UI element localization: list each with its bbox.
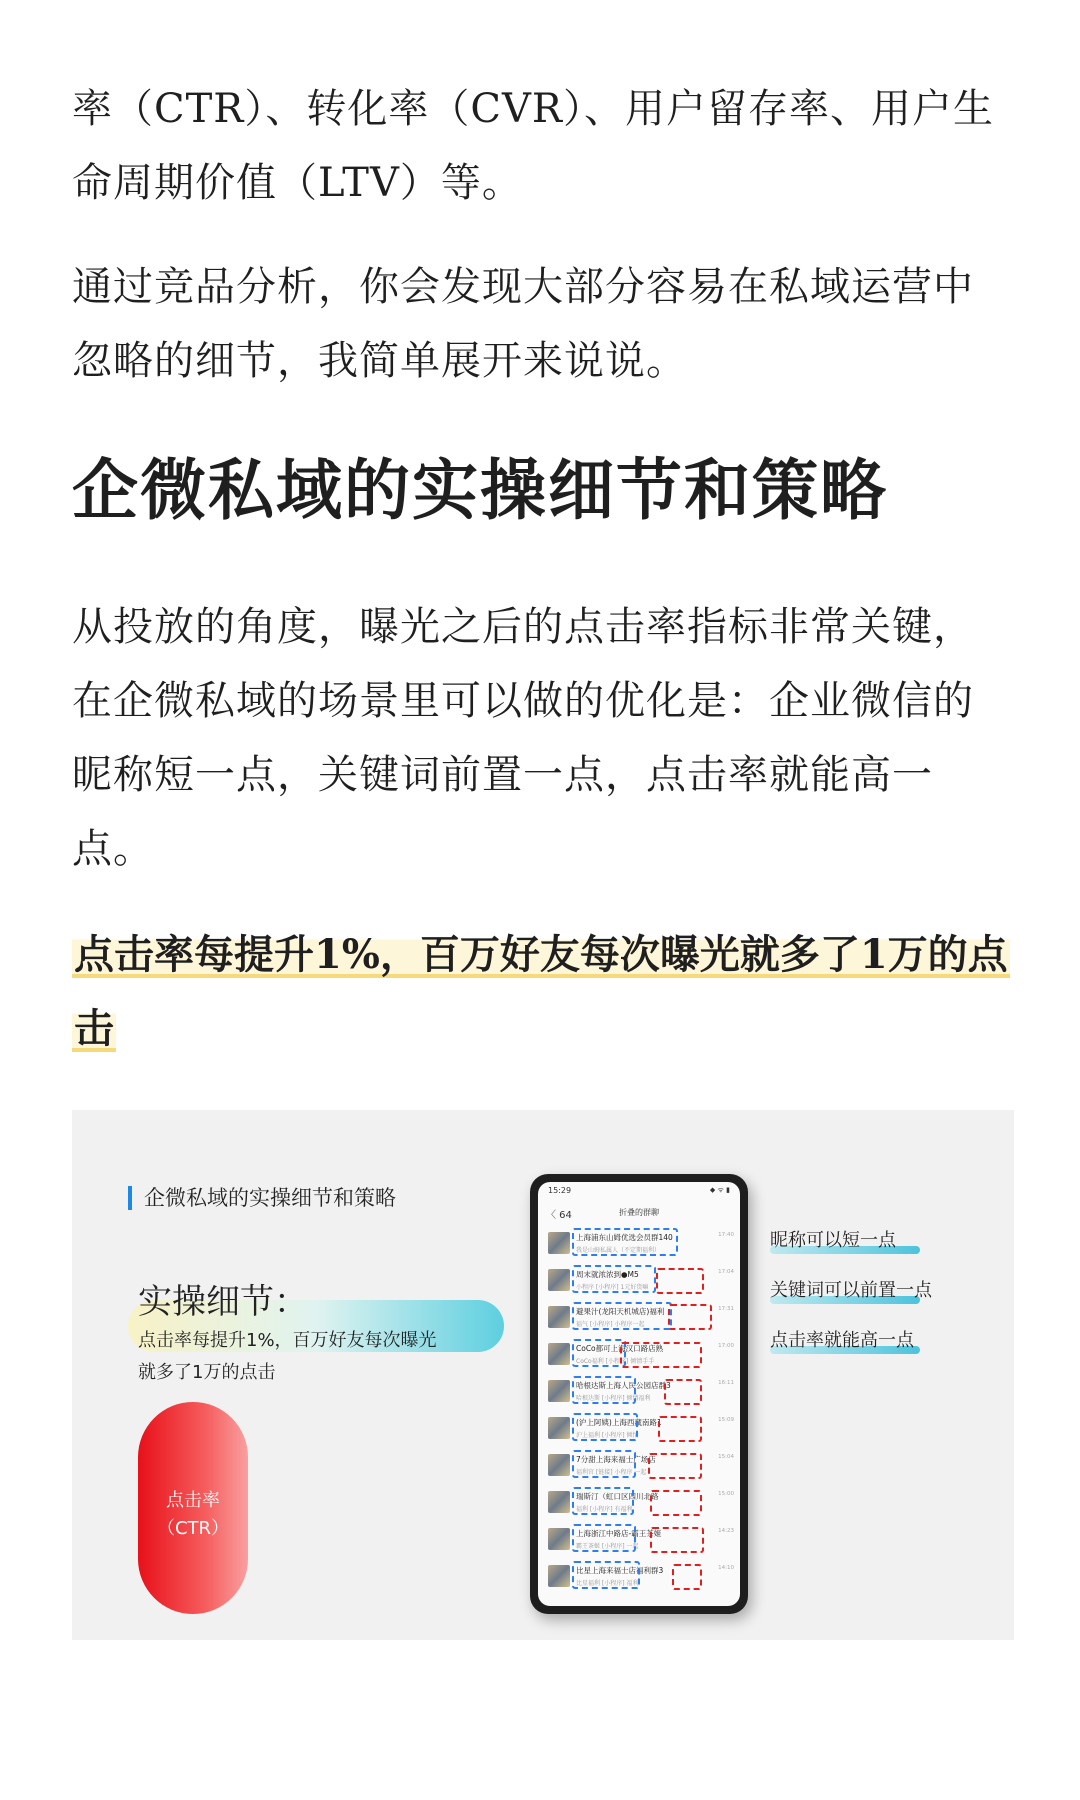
section-heading: 企微私域的实操细节和策略 [72,451,888,529]
highlight-quote [72,918,1012,1066]
group-time: 17:40 [718,1232,734,1238]
name-highlight-box [572,1413,638,1441]
group-time: 17:00 [718,1343,734,1349]
group-name: 7分甜上海来福士广场店 [576,1455,656,1464]
group-avatar [548,1269,570,1291]
group-avatar [548,1528,570,1550]
group-time: 15:04 [718,1454,734,1460]
chat-navbar [538,1202,740,1224]
back-icon[interactable]: 〈 64 [546,1210,572,1221]
group-last-message: 福气 [小程序] 小程序一起 [576,1321,645,1328]
pill-sublabel: （CTR） [156,1518,230,1539]
folded-chats-title: 折叠的群聊 [619,1208,659,1217]
slide-image [72,1110,1014,1640]
name-highlight-box [572,1302,672,1330]
status-icons: ◆ ᯤ ▮ [709,1186,730,1194]
phone-mockup [530,1174,748,1614]
list-item[interactable] [538,1524,740,1561]
group-name: (沪上阿姨)上海西藏南路1 [576,1418,662,1427]
group-name: 比星上海来福士店福利群3 [576,1566,664,1575]
status-time: 15:29 [548,1186,572,1195]
group-time: 16:11 [718,1380,734,1386]
group-avatar [548,1417,570,1439]
group-avatar [548,1380,570,1402]
name-highlight-box [572,1228,678,1256]
group-avatar [548,1232,570,1254]
callout-ctr: 点击率就能高一点 [770,1330,914,1351]
keyword-highlight-box [650,1527,704,1553]
list-item[interactable] [538,1376,740,1413]
group-last-message: 福利官 [链接] 小程序 一起 [576,1469,647,1476]
group-name: 哈根达斯上海人民公园店群3 [576,1381,671,1390]
group-time: 15:09 [718,1417,734,1423]
group-name: 避果汁(龙阳天机城店)福利 [576,1307,665,1316]
keyword-highlight-box [664,1379,702,1405]
group-avatar [548,1491,570,1513]
group-last-message: 比星福利 [小程序] 福利 [576,1580,639,1587]
name-highlight-box [572,1265,656,1293]
group-last-message: 霸王茶姬 [小程序] 一起 [576,1543,639,1550]
name-highlight-box [572,1524,636,1552]
group-avatar [548,1306,570,1328]
group-last-message: 我是山姆私属人（不定期福利） [576,1247,661,1254]
article-paragraph-analysis: 通过竞品分析，你会发现大部分容易在私域运营中忽略的细节，我简单展开来说说。 [72,264,974,384]
highlight-text: 点击率每提升1%，百万好友每次曝光就多了1万的点击 [74,931,1008,1052]
group-time: 17:04 [718,1269,734,1275]
list-item[interactable] [538,1450,740,1487]
group-avatar [548,1454,570,1476]
group-last-message: 哈根达斯 [小程序] 倾情福利 [576,1395,651,1402]
name-highlight-box [572,1376,636,1404]
group-time: 17:31 [718,1306,734,1312]
group-name: 周末就浓浓到●M5 [576,1270,639,1279]
group-last-message: 小程序 [小程序] 1元好货嘛 [576,1284,649,1291]
slide-section-heading: 实操细节： [138,1282,308,1322]
ctr-pill [138,1402,248,1614]
slide-section-text-1: 点击率每提升1%，百万好友每次曝光 [138,1330,437,1351]
slide-section-text-2: 就多了1万的点击 [138,1362,276,1383]
group-name: 瑞斯汀（虹口区四川北路 [576,1492,659,1501]
name-highlight-box [572,1561,640,1589]
group-time: 14:23 [718,1528,734,1534]
pill-label: 点击率 [166,1490,220,1511]
keyword-highlight-box [650,1490,702,1516]
group-last-message: 沪上福利 [小程序] 倾情 [576,1432,639,1439]
group-last-message: 福利 [小程序] 有福利 [576,1506,633,1513]
name-highlight-box [572,1450,636,1478]
keyword-highlight-box [620,1342,702,1368]
group-last-message: CoCo福利 [小程序] 倾情手手 [576,1358,655,1365]
group-avatar [548,1565,570,1587]
group-avatar [548,1343,570,1365]
keyword-highlight-box [658,1416,702,1442]
group-name: 上海浦东山姆优选会员群140 [576,1233,673,1242]
article-paragraph-metrics: 率（CTR）、转化率（CVR）、用户留存率、用户生命周期价值（LTV）等。 [72,86,995,206]
name-highlight-box [572,1339,626,1367]
list-item[interactable] [538,1413,740,1450]
callout-keyword: 关键词可以前置一点 [770,1280,932,1301]
article-paragraph-strategy: 从投放的角度，曝光之后的点击率指标非常关键，在企微私域的场景里可以做的优化是：企业微信的昵称短一点，关键词前置一点，点击率就能高一点。 [72,604,974,872]
list-item[interactable] [538,1487,740,1524]
keyword-highlight-box [668,1304,712,1330]
group-time: 15:00 [718,1491,734,1497]
name-highlight-box [572,1487,634,1515]
group-time: 14:10 [718,1565,734,1571]
group-name: CoCo都可上海汉口路店熟 [576,1344,664,1353]
slide-title: 企微私域的实操细节和策略 [128,1186,396,1210]
phone-screen [538,1182,740,1606]
keyword-highlight-box [648,1453,702,1479]
callout-nickname: 昵称可以短一点 [770,1230,896,1251]
group-name: 上海浙江中路店-霸王茶姬 [576,1529,662,1538]
keyword-highlight-box [656,1268,704,1294]
keyword-highlight-box [672,1564,702,1590]
